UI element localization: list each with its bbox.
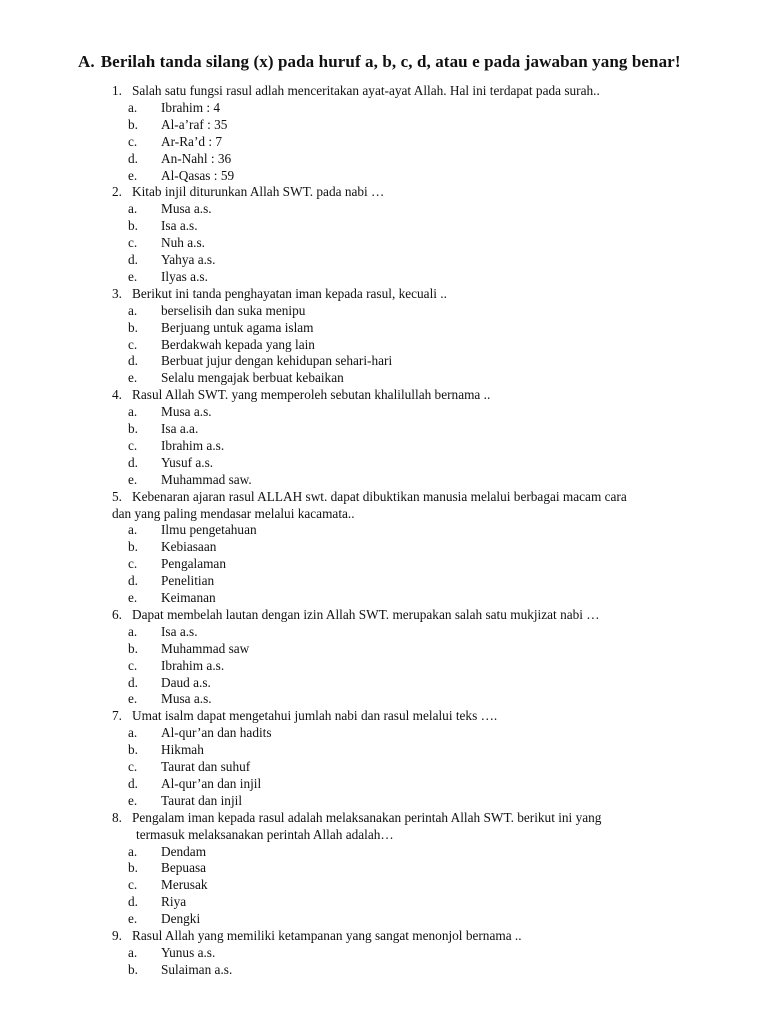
answer-option-e[interactable] <box>128 472 252 489</box>
question-line <box>112 928 522 945</box>
option-text: Kebiasaan <box>161 539 217 555</box>
option-text: Yahya a.s. <box>161 252 216 267</box>
answer-option-b[interactable] <box>128 641 249 658</box>
option-letter: b. <box>128 116 138 132</box>
answer-option-a[interactable] <box>128 522 257 539</box>
option-letter: c. <box>128 556 138 572</box>
question-line <box>112 286 447 303</box>
option-letter: d. <box>128 454 138 470</box>
question-text: Berikut ini tanda penghayatan iman kepada rasul, kecuali .. <box>132 285 447 301</box>
question-line <box>112 810 601 827</box>
answer-option-c[interactable] <box>128 438 224 455</box>
option-letter: b. <box>128 640 138 656</box>
option-letter: e. <box>128 691 138 707</box>
answer-option-b[interactable] <box>128 539 216 556</box>
option-text: Musa a.s. <box>161 691 212 707</box>
answer-option-b[interactable] <box>128 421 198 438</box>
question-line <box>112 387 490 404</box>
option-text: Al-qur’an dan injil <box>161 775 262 791</box>
answer-option-a[interactable] <box>128 303 305 320</box>
option-text: Muhammad saw <box>161 640 250 656</box>
option-letter: d. <box>128 252 138 267</box>
question-line <box>112 489 627 506</box>
option-letter: d. <box>128 150 138 166</box>
option-text: Taurat dan injil <box>161 792 243 808</box>
option-text: Daud a.s. <box>161 674 211 690</box>
question-text: Pengalam iman kepada rasul adalah melaksanakan perintah Allah SWT. berikut ini yang <box>132 809 602 825</box>
question-text: Dapat membelah lautan dengan izin Allah SWT. merupakan salah satu mukjizat nabi … <box>132 606 600 622</box>
section-instruction: Berilah tanda silang (x) pada huruf a, b, c, d, atau e pada jawaban yang benar! <box>100 52 681 71</box>
answer-option-c[interactable] <box>128 759 250 776</box>
option-text: Yusuf a.s. <box>161 454 214 470</box>
answer-option-d[interactable] <box>128 894 186 911</box>
answer-option-b[interactable] <box>128 742 204 759</box>
answer-option-a[interactable] <box>128 404 212 421</box>
option-letter: a. <box>128 99 138 115</box>
question-number: 5. <box>112 488 122 504</box>
option-text: berselisih dan suka menipu <box>161 302 306 318</box>
question-number: 4. <box>112 387 122 403</box>
answer-option-d[interactable] <box>128 151 231 168</box>
answer-option-b[interactable] <box>128 962 232 979</box>
option-letter: c. <box>128 336 138 352</box>
option-text: Taurat dan suhuf <box>161 759 251 774</box>
option-letter: a. <box>128 302 138 318</box>
answer-option-b[interactable] <box>128 860 206 877</box>
option-letter: b. <box>128 319 138 335</box>
option-letter: e. <box>128 911 138 927</box>
question-number: 6. <box>112 606 122 622</box>
answer-option-e[interactable] <box>128 911 200 928</box>
option-text: Penelitian <box>161 573 215 589</box>
answer-option-c[interactable] <box>128 556 226 573</box>
option-letter: c. <box>128 235 138 251</box>
option-text: Isa a.a. <box>161 421 199 436</box>
option-text: Al-qur’an dan hadits <box>161 725 272 741</box>
answer-option-e[interactable] <box>128 590 216 607</box>
question-text: Umat isalm dapat mengetahui jumlah nabi dan rasul melalui teks …. <box>132 708 498 724</box>
option-text: Isa a.s. <box>161 218 198 234</box>
option-text: Musa a.s. <box>161 404 212 420</box>
option-letter: a. <box>128 404 138 420</box>
option-text: Ibrahim a.s. <box>161 437 225 453</box>
option-text: Keimanan <box>161 590 216 605</box>
option-text: Dengki <box>161 911 201 927</box>
option-text: Isa a.s. <box>161 623 198 639</box>
answer-option-d[interactable] <box>128 455 213 472</box>
option-letter: c. <box>128 877 138 893</box>
option-text: Berbuat jujur dengan kehidupan sehari-hari <box>161 353 393 369</box>
question-line <box>112 184 384 201</box>
option-text: Yunus a.s. <box>161 944 216 960</box>
question-text-continued: dan yang paling mendasar melalui kacamata.. <box>112 505 355 521</box>
question-number: 7. <box>112 708 122 724</box>
answer-option-a[interactable] <box>128 100 220 117</box>
option-text: Nuh a.s. <box>161 235 205 251</box>
option-letter: e. <box>128 471 138 487</box>
answer-option-d[interactable] <box>128 776 261 793</box>
option-text: Ibrahim a.s. <box>161 657 225 673</box>
question-line <box>112 607 600 624</box>
option-text: Ilyas a.s. <box>161 268 208 284</box>
option-text: Berdakwah kepada yang lain <box>161 336 315 352</box>
section-letter: A. <box>78 52 95 71</box>
option-letter: a. <box>128 725 138 741</box>
answer-option-a[interactable] <box>128 844 206 861</box>
option-letter: e. <box>128 590 138 605</box>
question-text: Rasul Allah yang memiliki ketampanan yang sangat menonjol bernama .. <box>132 928 522 943</box>
answer-option-a[interactable] <box>128 945 215 962</box>
option-letter: a. <box>128 522 138 538</box>
option-text: Ar-Ra’d : 7 <box>161 133 223 149</box>
answer-option-c[interactable] <box>128 658 224 675</box>
question-text: Kitab injil diturunkan Allah SWT. pada nabi … <box>132 184 385 200</box>
option-letter: a. <box>128 944 138 960</box>
answer-option-e[interactable] <box>128 691 212 708</box>
option-letter: b. <box>128 961 138 977</box>
question-text: Kebenaran ajaran rasul ALLAH swt. dapat dibuktikan manusia melalui berbagai macam cara <box>132 488 627 504</box>
option-letter: e. <box>128 370 138 386</box>
option-text: Sulaiman a.s. <box>161 961 233 977</box>
option-text: Muhammad saw. <box>161 471 252 487</box>
answer-option-c[interactable] <box>128 877 208 894</box>
question-number: 2. <box>112 184 122 200</box>
question-text: Rasul Allah SWT. yang memperoleh sebutan khalilullah bernama .. <box>132 387 491 403</box>
option-letter: c. <box>128 657 138 673</box>
option-letter: a. <box>128 623 138 639</box>
answer-option-c[interactable] <box>128 337 315 354</box>
section-heading <box>78 52 681 72</box>
answer-option-a[interactable] <box>128 201 212 218</box>
question-number: 9. <box>112 928 122 943</box>
answer-option-d[interactable] <box>128 353 392 370</box>
option-letter: a. <box>128 843 138 859</box>
answer-option-b[interactable] <box>128 320 314 337</box>
option-letter: c. <box>128 759 138 774</box>
option-letter: d. <box>128 894 138 910</box>
question-line <box>112 83 600 100</box>
option-text: Dendam <box>161 843 207 859</box>
option-letter: d. <box>128 573 138 589</box>
option-text: Merusak <box>161 877 208 893</box>
option-text: Al-Qasas : 59 <box>161 167 235 183</box>
question-number: 8. <box>112 809 122 825</box>
option-letter: b. <box>128 539 138 555</box>
option-text: Ilmu pengetahuan <box>161 522 257 538</box>
answer-option-c[interactable] <box>128 235 205 252</box>
option-text: An-Nahl : 36 <box>161 150 232 166</box>
answer-option-a[interactable] <box>128 725 272 742</box>
question-number: 1. <box>112 83 122 98</box>
option-text: Al-a’raf : 35 <box>161 116 228 132</box>
option-text: Bepuasa <box>161 860 207 876</box>
option-letter: d. <box>128 775 138 791</box>
option-text: Riya <box>161 894 187 910</box>
answer-option-d[interactable] <box>128 573 214 590</box>
option-letter: a. <box>128 201 138 217</box>
option-letter: b. <box>128 742 138 758</box>
option-letter: e. <box>128 268 138 284</box>
option-text: Hikmah <box>161 742 204 758</box>
question-line <box>112 708 497 725</box>
answer-option-d[interactable] <box>128 675 211 692</box>
answer-option-e[interactable] <box>128 370 344 387</box>
option-letter: e. <box>128 167 138 183</box>
answer-option-e[interactable] <box>128 269 208 286</box>
option-letter: b. <box>128 421 138 436</box>
answer-option-d[interactable] <box>128 252 215 269</box>
answer-option-e[interactable] <box>128 168 234 185</box>
answer-option-a[interactable] <box>128 624 198 641</box>
option-letter: b. <box>128 218 138 234</box>
option-letter: b. <box>128 860 138 876</box>
answer-option-b[interactable] <box>128 218 198 235</box>
question-text: Salah satu fungsi rasul adlah menceritakan ayat-ayat Allah. Hal ini terdapat pada surah.. <box>132 83 600 98</box>
question-number: 3. <box>112 285 122 301</box>
answer-option-c[interactable] <box>128 134 222 151</box>
option-text: Berjuang untuk agama islam <box>161 319 314 335</box>
option-text: Pengalaman <box>161 556 226 572</box>
option-letter: c. <box>128 437 138 453</box>
option-letter: d. <box>128 353 138 369</box>
answer-option-b[interactable] <box>128 117 227 134</box>
option-text: Selalu mengajak berbuat kebaikan <box>161 370 344 386</box>
option-letter: d. <box>128 674 138 690</box>
answer-option-e[interactable] <box>128 793 242 810</box>
option-letter: c. <box>128 133 138 149</box>
question-text-continued: termasuk melaksanakan perintah Allah adalah… <box>136 826 394 842</box>
option-text: Ibrahim : 4 <box>161 99 221 115</box>
option-letter: e. <box>128 792 138 808</box>
option-text: Musa a.s. <box>161 201 212 217</box>
